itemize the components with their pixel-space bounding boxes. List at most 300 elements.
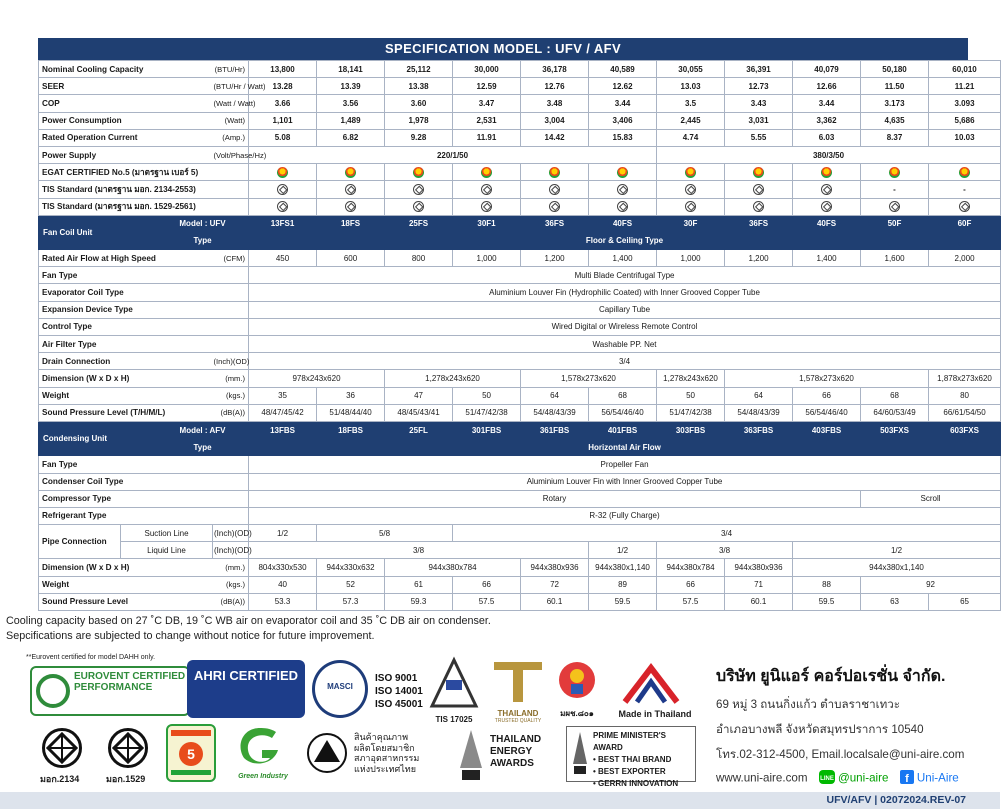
- fcu-weight-value: 64: [725, 387, 793, 404]
- cdu-sound-value: 59.5: [589, 593, 657, 610]
- cdu-weight-value: 71: [725, 576, 793, 593]
- cooling-capacity-value: 36,391: [725, 61, 793, 78]
- fcu-evaporator-coil-label: Evaporator Coil Type: [39, 284, 249, 301]
- fcu-sound-value: 48/47/45/42: [249, 404, 317, 421]
- fcu-sound-value: 48/45/43/41: [385, 404, 453, 421]
- award-trophy-icon: [571, 730, 589, 778]
- power-consumption-row: [39, 112, 1001, 129]
- line-icon: [819, 770, 835, 787]
- power-supply-3ph: 380/3/50: [657, 146, 1001, 163]
- fcu-fan-type-row: [39, 267, 1001, 284]
- tis1529-cert: [249, 198, 317, 215]
- cdu-weight-value: 72: [521, 576, 589, 593]
- cdu-sound-value: 57.5: [453, 593, 521, 610]
- fcu-model: 40FS: [793, 215, 861, 232]
- tis2134-cert: [521, 181, 589, 198]
- cop-value: 3.66: [249, 95, 317, 112]
- pm-award-line-4: • GERRN INNOVATION: [593, 779, 679, 788]
- egat-cert: [861, 164, 929, 181]
- egat-cert: [589, 164, 657, 181]
- spec-title: SPECIFICATION MODEL : UFV / AFV: [38, 38, 968, 60]
- fcu-airflow-value: 1,000: [657, 250, 725, 267]
- liquid-value: 3/8: [657, 542, 793, 559]
- tis-mark-icon: [685, 184, 696, 195]
- rated-current-value: 4.74: [657, 129, 725, 146]
- cdu-dimension-value: 944x380x1,140: [589, 559, 657, 576]
- masci-text: MASCI: [327, 682, 353, 691]
- svg-text:LINE: LINE: [819, 776, 834, 782]
- cdu-model: 301FBS: [453, 421, 521, 438]
- fcu-dimension-value: 978x243x620: [249, 370, 385, 387]
- tis-mark-icon: [617, 184, 628, 195]
- fcu-weight-value: 36: [317, 387, 385, 404]
- energy-line-2: ENERGY: [490, 746, 533, 757]
- cdu-weight-label: Weight: [39, 576, 213, 593]
- cop-value: 3.093: [929, 95, 1001, 112]
- cop-value: 3.173: [861, 95, 929, 112]
- pm-award-line-3: • BEST EXPORTER: [593, 767, 666, 776]
- company-info: [716, 664, 992, 787]
- tis2134-value: -: [861, 181, 929, 198]
- fcu-airflow-value: 1,400: [793, 250, 861, 267]
- power-consumption-unit: (Watt): [213, 112, 249, 129]
- cdu-sound-value: 65: [929, 593, 1001, 610]
- cop-value: 3.5: [657, 95, 725, 112]
- suction-unit: (Inch)(OD): [213, 525, 249, 542]
- tis2134-cert: [725, 181, 793, 198]
- tis-mark-icon: [481, 184, 492, 195]
- tis-mark-icon: [685, 201, 696, 212]
- fcu-drain-connection-value: 3/4: [249, 353, 1001, 370]
- fcu-sound-value: 51/47/42/38: [453, 404, 521, 421]
- energy-line-3: AWARDS: [490, 758, 534, 769]
- cop-value: 3.43: [725, 95, 793, 112]
- fcu-fan-type-value: Multi Blade Centrifugal Type: [249, 267, 1001, 284]
- suction-value: 5/8: [317, 525, 453, 542]
- cdu-liquid-row: [39, 542, 1001, 559]
- fcu-weight-value: 68: [861, 387, 929, 404]
- cdu-dimension-value: 944x380x784: [657, 559, 725, 576]
- cdu-model: 25FL: [385, 421, 453, 438]
- egat-label-icon: [345, 167, 356, 178]
- tis2134-row: [39, 181, 1001, 198]
- tis1529-cert: [929, 198, 1001, 215]
- tis-mark-icon: [753, 184, 764, 195]
- facebook-icon: [900, 770, 914, 787]
- fcu-airflow-label: Rated Air Flow at High Speed: [39, 250, 213, 267]
- seer-value: 12.76: [521, 78, 589, 95]
- company-address-1: 69 หมู่ 3 ถนนกิ่งแก้ว ตำบลราชาเทวะ: [716, 698, 901, 711]
- fcu-dimension-value: 1,578x273x620: [725, 370, 929, 387]
- fcu-airflow-value: 1,200: [725, 250, 793, 267]
- egat-label-icon: [821, 167, 832, 178]
- made-in-thailand-icon: [621, 664, 681, 704]
- cdu-suction-row: [39, 525, 1001, 542]
- egat-cert: [317, 164, 385, 181]
- cdu-sound-value: 57.5: [657, 593, 725, 610]
- cdu-type-row: [39, 439, 1001, 456]
- suction-value: 1/2: [249, 525, 317, 542]
- power-consumption-value: 3,362: [793, 112, 861, 129]
- egat-cert: [657, 164, 725, 181]
- cdu-model: 503FXS: [861, 421, 929, 438]
- rated-current-value: 11.91: [453, 129, 521, 146]
- power-consumption-value: 2,531: [453, 112, 521, 129]
- tis2134-value: -: [929, 181, 1001, 198]
- tis1529-cert: [385, 198, 453, 215]
- fti-line-4: แห่งประเทศไทย: [354, 763, 416, 774]
- power-supply-1ph: 220/1/50: [249, 146, 657, 163]
- fcu-dimension-unit: (mm.): [213, 370, 249, 387]
- tis-2134-label: มอก.2134: [40, 774, 80, 784]
- suction-line-label: Suction Line: [121, 525, 213, 542]
- tis2134-cert: [657, 181, 725, 198]
- cdu-sound-value: 53.3: [249, 593, 317, 610]
- power-consumption-value: 3,031: [725, 112, 793, 129]
- egat-label-icon: [753, 167, 764, 178]
- power-consumption-value: 3,004: [521, 112, 589, 129]
- tis-2134-logo: [42, 728, 82, 768]
- cdu-dimension-value: 944x380x784: [385, 559, 521, 576]
- cdu-model: 403FBS: [793, 421, 861, 438]
- fcu-model: 36FS: [521, 215, 589, 232]
- egat-cert: [453, 164, 521, 181]
- fcu-drain-connection-row: [39, 353, 1001, 370]
- community-product-label: มผช.๘๐๑: [560, 709, 594, 718]
- tis1529-cert: [793, 198, 861, 215]
- fcu-drain-connection-label: Drain Connection: [39, 353, 213, 370]
- cop-value: 3.47: [453, 95, 521, 112]
- cdu-weight-row: [39, 576, 1001, 593]
- cdu-sound-row: [39, 593, 1001, 610]
- thailand-t-icon: [486, 660, 550, 704]
- made-in-thailand-label: Made in Thailand: [618, 709, 692, 719]
- trophy-icon: [458, 728, 484, 782]
- tis1529-label: TIS Standard (มาตรฐาน มอก. 1529-2561): [39, 198, 249, 215]
- rated-current-value: 5.55: [725, 129, 793, 146]
- cooling-capacity-value: 25,112: [385, 61, 453, 78]
- fcu-model: 36FS: [725, 215, 793, 232]
- fcu-sound-value: 54/48/43/39: [521, 404, 589, 421]
- community-product-logo: [556, 658, 598, 716]
- fcu-model: 50F: [861, 215, 929, 232]
- seer-unit: (BTU/Hr / Watt): [213, 78, 249, 95]
- line-account-link[interactable]: @uni-aire: [837, 771, 889, 785]
- cdu-refrigerant-label: Refrigerant Type: [39, 507, 249, 524]
- liquid-value: 1/2: [589, 542, 657, 559]
- cdu-weight-value: 66: [657, 576, 725, 593]
- fcu-sound-unit: (dB(A)): [213, 404, 249, 421]
- power-consumption-value: 3,406: [589, 112, 657, 129]
- cdu-type-label: Type: [157, 439, 249, 456]
- cdu-model: 363FBS: [725, 421, 793, 438]
- fcu-dimension-value: 1,578x273x620: [521, 370, 657, 387]
- tis17025-logo: [428, 658, 480, 724]
- cdu-condenser-coil-row: [39, 473, 1001, 490]
- rated-current-row: [39, 129, 1001, 146]
- tis1529-cert: [657, 198, 725, 215]
- spec-table: [38, 60, 1001, 611]
- cop-label: COP: [39, 95, 213, 112]
- cop-row: [39, 95, 1001, 112]
- cdu-weight-value: 89: [589, 576, 657, 593]
- fcu-expansion-device-value: Capillary Tube: [249, 301, 1001, 318]
- fcu-airflow-value: 600: [317, 250, 385, 267]
- tis-mark-icon: [45, 731, 79, 765]
- egat-label-icon: [413, 167, 424, 178]
- fcu-weight-value: 80: [929, 387, 1001, 404]
- cdu-sound-unit: (dB(A)): [213, 593, 249, 610]
- cdu-compressor-label: Compressor Type: [39, 490, 249, 507]
- tis-mark-icon: [617, 201, 628, 212]
- liquid-unit: (Inch)(OD): [213, 542, 249, 559]
- egat-label-icon: [959, 167, 970, 178]
- fcu-type-value: Floor & Ceiling Type: [249, 232, 1001, 249]
- fcu-airflow-value: 1,000: [453, 250, 521, 267]
- pipe-connection-label: Pipe Connection: [39, 525, 121, 559]
- tis2134-cert: [385, 181, 453, 198]
- egat-label-icon: [685, 167, 696, 178]
- tis1529-cert: [521, 198, 589, 215]
- cdu-dimension-value: 944x380x936: [725, 559, 793, 576]
- seer-value: 12.73: [725, 78, 793, 95]
- fcu-weight-value: 35: [249, 387, 317, 404]
- cdu-model: 361FBS: [521, 421, 589, 438]
- cdu-dimension-value: 944x330x632: [317, 559, 385, 576]
- tis2134-label: TIS Standard (มาตรฐาน มอก. 2134-2553): [39, 181, 249, 198]
- fcu-type-label: Type: [157, 232, 249, 249]
- cdu-fan-type-value: Propeller Fan: [249, 456, 1001, 473]
- power-consumption-value: 2,445: [657, 112, 725, 129]
- tis1529-row: [39, 198, 1001, 215]
- seer-value: 13.38: [385, 78, 453, 95]
- note-line: Cooling capacity based on 27 ˚C DB, 19 ˚C WB air on evaporator coil and 35 ˚C DB air on condenser.: [6, 615, 491, 627]
- rated-current-value: 14.42: [521, 129, 589, 146]
- egat-label-icon: [549, 167, 560, 178]
- made-in-thailand-logo: [605, 664, 705, 719]
- fcu-sound-row: [39, 404, 1001, 421]
- fti-line-1: สินค้าคุณภาพ: [354, 732, 409, 742]
- tis2134-cert: [589, 181, 657, 198]
- tis-mark-icon: [821, 184, 832, 195]
- tis1529-cert: [453, 198, 521, 215]
- cdu-weight-value: 88: [793, 576, 861, 593]
- power-supply-row: [39, 146, 1001, 163]
- fcu-expansion-device-label: Expansion Device Type: [39, 301, 249, 318]
- cdu-compressor-row: [39, 490, 1001, 507]
- cdu-fan-type-label: Fan Type: [39, 456, 249, 473]
- eurovent-logo: [30, 666, 190, 716]
- ahri-text: AHRI CERTIFIED: [194, 668, 298, 683]
- cdu-sound-value: 57.3: [317, 593, 385, 610]
- fcu-airflow-value: 2,000: [929, 250, 1001, 267]
- fcu-weight-label: Weight: [39, 387, 213, 404]
- fcu-model: 60F: [929, 215, 1001, 232]
- company-web-row: [716, 770, 992, 787]
- cooling-capacity-value: 13,800: [249, 61, 317, 78]
- fti-quality-icon: [306, 732, 348, 774]
- fcu-sound-label: Sound Pressure Level (T/H/M/L): [39, 404, 213, 421]
- fti-quality-logo: [306, 732, 446, 776]
- tis-mark-icon: [889, 201, 900, 212]
- cdu-condenser-coil-label: Condenser Coil Type: [39, 473, 249, 490]
- fcu-drain-connection-unit: (Inch)(OD): [213, 353, 249, 370]
- fcu-control-type-label: Control Type: [39, 318, 249, 335]
- power-consumption-label: Power Consumption: [39, 112, 213, 129]
- liquid-line-label: Liquid Line: [121, 542, 213, 559]
- cooling-capacity-row: [39, 61, 1001, 78]
- power-consumption-value: 1,978: [385, 112, 453, 129]
- iso-9001: ISO 9001: [375, 673, 418, 684]
- tis-mark-icon: [277, 201, 288, 212]
- energy-line-1: THAILAND: [490, 734, 542, 745]
- fcu-weight-row: [39, 387, 1001, 404]
- thailand-sub: TRUSTED QUALITY: [494, 718, 542, 724]
- eurovent-ring-icon: [36, 674, 70, 708]
- cdu-model: 18FBS: [317, 421, 385, 438]
- power-consumption-value: 1,489: [317, 112, 385, 129]
- rated-current-value: 10.03: [929, 129, 1001, 146]
- tis1529-cert: [725, 198, 793, 215]
- tis17025-label: TIS 17025: [435, 715, 473, 724]
- cdu-fan-type-row: [39, 456, 1001, 473]
- cdu-refrigerant-value: R-32 (Fully Charge): [249, 507, 1001, 524]
- cooling-capacity-value: 40,079: [793, 61, 861, 78]
- fcu-weight-value: 50: [657, 387, 725, 404]
- fcu-model: 25FS: [385, 215, 453, 232]
- egat-cert: [929, 164, 1001, 181]
- egat-row: [39, 164, 1001, 181]
- fcu-weight-value: 64: [521, 387, 589, 404]
- tis17025-icon: [428, 658, 480, 710]
- seer-row: [39, 78, 1001, 95]
- cdu-dimension-value: 944x380x1,140: [793, 559, 1001, 576]
- fcu-type-row: [39, 232, 1001, 249]
- cooling-capacity-value: 40,589: [589, 61, 657, 78]
- cdu-weight-value: 40: [249, 576, 317, 593]
- fcu-evaporator-coil-row: [39, 284, 1001, 301]
- fcu-weight-value: 47: [385, 387, 453, 404]
- seer-value: 13.39: [317, 78, 385, 95]
- cooling-capacity-label: Nominal Cooling Capacity: [39, 61, 213, 78]
- fcu-model-row: [39, 215, 1001, 232]
- rated-current-label: Rated Operation Current: [39, 129, 213, 146]
- seer-label: SEER: [39, 78, 213, 95]
- tis1529-cert: [861, 198, 929, 215]
- seer-value: 12.66: [793, 78, 861, 95]
- cdu-refrigerant-row: [39, 507, 1001, 524]
- company-contact: โทร.02-312-4500, Email.localsale@uni-aire.com: [716, 748, 965, 761]
- fcu-air-filter-value: Washable PP. Net: [249, 336, 1001, 353]
- cdu-dimension-row: [39, 559, 1001, 576]
- fcu-airflow-value: 1,200: [521, 250, 589, 267]
- cdu-compressor-rotary: Rotary: [249, 490, 861, 507]
- cdu-weight-value: 61: [385, 576, 453, 593]
- tis-mark-icon: [413, 201, 424, 212]
- cdu-group-label: Condensing Unit: [39, 421, 157, 455]
- cop-value: 3.44: [589, 95, 657, 112]
- fcu-airflow-value: 800: [385, 250, 453, 267]
- cdu-model: 401FBS: [589, 421, 657, 438]
- facebook-account-link[interactable]: Uni-Aire: [916, 771, 959, 785]
- community-product-icon: [556, 658, 598, 702]
- seer-value: 11.21: [929, 78, 1001, 95]
- fcu-sound-value: 66/61/54/50: [929, 404, 1001, 421]
- cop-unit: (Watt / Watt): [213, 95, 249, 112]
- fcu-sound-value: 56/54/46/40: [793, 404, 861, 421]
- fcu-weight-unit: (kgs.): [213, 387, 249, 404]
- document-footer: [0, 792, 1000, 809]
- cdu-sound-value: 63: [861, 593, 929, 610]
- tis-mark-icon: [111, 731, 145, 765]
- green-industry-label: Green Industry: [238, 773, 288, 780]
- pm-award-line-1: PRIME MINISTER'S AWARD: [593, 731, 667, 752]
- svg-text:5: 5: [187, 746, 195, 762]
- website-link[interactable]: www.uni-aire.com: [716, 771, 808, 785]
- tis-mark-icon: [345, 184, 356, 195]
- cooling-capacity-value: 18,141: [317, 61, 385, 78]
- power-consumption-value: 5,686: [929, 112, 1001, 129]
- fcu-model-label: Model : UFV: [157, 215, 249, 232]
- fcu-group-label: Fan Coil Unit: [39, 215, 157, 249]
- egat-cert: [725, 164, 793, 181]
- fcu-dimension-value: 1,278x243x620: [657, 370, 725, 387]
- cdu-weight-value: 52: [317, 576, 385, 593]
- fcu-control-type-row: [39, 318, 1001, 335]
- pm-award-line-2: • BEST THAI BRAND: [593, 755, 672, 764]
- egat-label-icon: [889, 167, 900, 178]
- cdu-weight-value: 92: [861, 576, 1001, 593]
- thailand-trust-mark: [486, 660, 550, 724]
- tis2134-cert: [793, 181, 861, 198]
- note-line: Sepcifications are subjected to change without notice for future improvement.: [6, 630, 375, 642]
- seer-value: 12.62: [589, 78, 657, 95]
- cooling-capacity-value: 50,180: [861, 61, 929, 78]
- rated-current-value: 8.37: [861, 129, 929, 146]
- fcu-dimension-value: 1,878x273x620: [929, 370, 1001, 387]
- fcu-dimension-value: 1,278x243x620: [385, 370, 521, 387]
- cooling-capacity-value: 30,055: [657, 61, 725, 78]
- cdu-sound-label: Sound Pressure Level: [39, 593, 213, 610]
- fcu-dimension-row: [39, 370, 1001, 387]
- iso-standards: [375, 672, 423, 711]
- tis1529-cert: [589, 198, 657, 215]
- energy-label-no5: [166, 724, 216, 782]
- egat-cert: [249, 164, 317, 181]
- iso-14001: ISO 14001: [375, 686, 423, 697]
- svg-text:f: f: [904, 773, 909, 785]
- fcu-model: 30F: [657, 215, 725, 232]
- fti-line-3: สภาอุตสาหกรรม: [354, 753, 420, 763]
- ahri-certified-logo: [187, 660, 305, 718]
- cdu-dimension-label: Dimension (W x D x H): [39, 559, 213, 576]
- fcu-airflow-value: 450: [249, 250, 317, 267]
- cdu-model: 303FBS: [657, 421, 725, 438]
- rated-current-value: 9.28: [385, 129, 453, 146]
- doc-revision: UFV/AFV | 02072024.REV-07: [826, 794, 966, 806]
- cdu-model: 13FBS: [249, 421, 317, 438]
- fcu-air-filter-row: [39, 336, 1001, 353]
- eurovent-text: EUROVENT CERTIFIED PERFORMANCE: [74, 671, 186, 693]
- cooling-capacity-unit: (BTU/Hr): [213, 61, 249, 78]
- tis-mark-icon: [959, 201, 970, 212]
- energy-label-icon: [168, 726, 214, 780]
- fcu-weight-value: 68: [589, 387, 657, 404]
- certification-logos: [20, 654, 700, 794]
- cooling-capacity-value: 30,000: [453, 61, 521, 78]
- company-name: บริษัท ยูนิแอร์ คอร์ปอเรชั่น จำกัด.: [716, 668, 946, 685]
- power-consumption-value: 1,101: [249, 112, 317, 129]
